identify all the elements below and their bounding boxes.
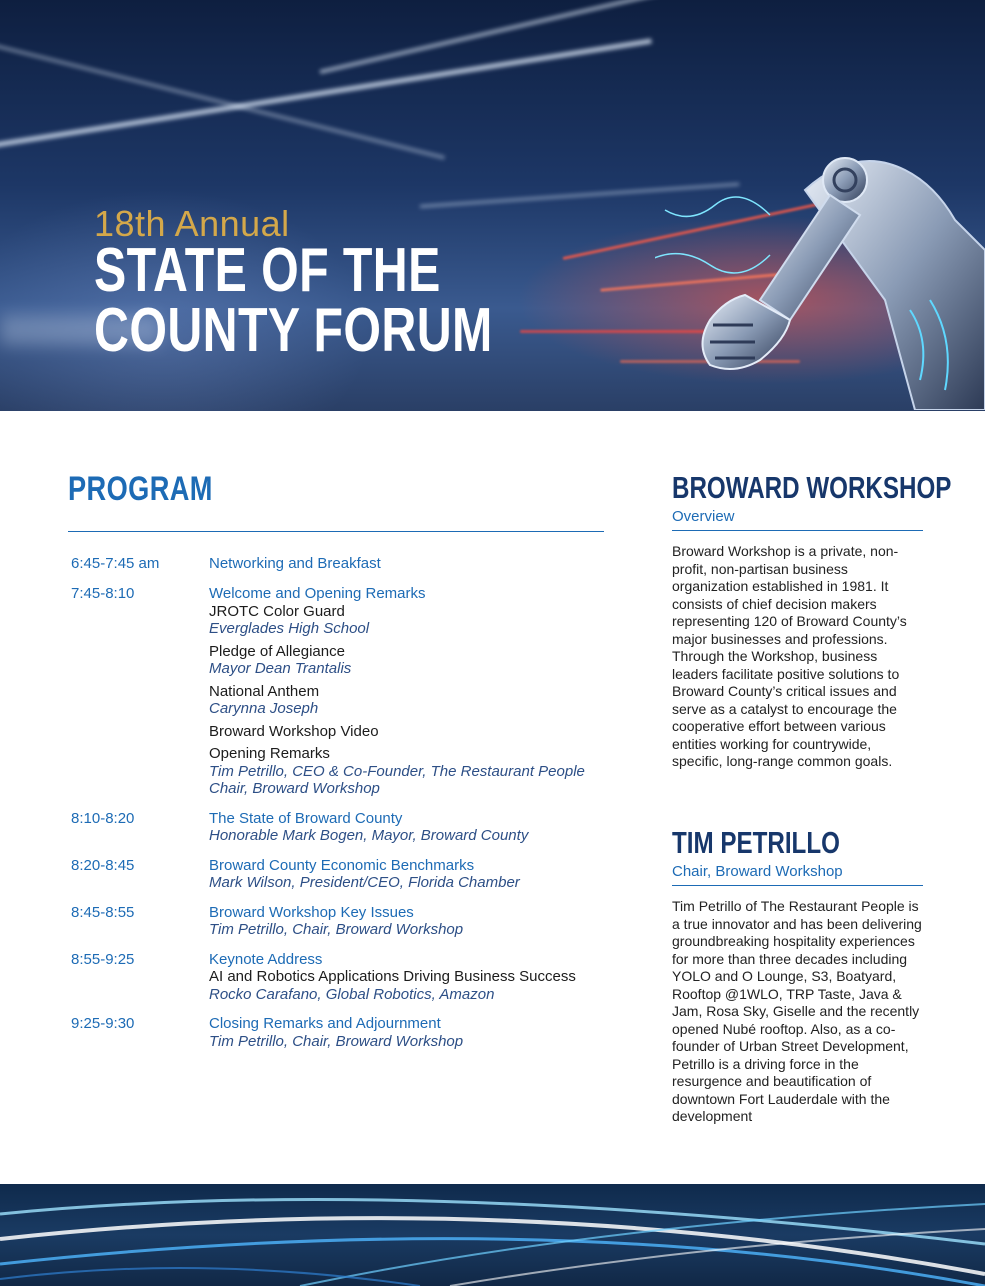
program-time: 7:45-8:10 bbox=[71, 585, 135, 602]
program-time: 8:55-9:25 bbox=[71, 950, 135, 968]
petrillo-body: Tim Petrillo of The Restaurant People is a true innovator and has been delivering groundbreaking hospitality experiences for more than three decades including YOLO and O Lounge, S3, Boatyard, Rooftop @1WLO, TRP Taste, Java & Jam, Rosa Sky, Giselle and the recently opened Nubé rooftop. Also, as a co-founder of Urban Street Development, Petrillo is a driving force in the resurgence and beautification of downtown Fort Lauderdale with the development bbox=[672, 898, 922, 1124]
petrillo-bio bbox=[672, 825, 924, 1126]
session-detail bbox=[209, 827, 604, 845]
session-title: The State of Broward County bbox=[209, 809, 403, 827]
petrillo-heading: TIM PETRILLO bbox=[672, 825, 840, 860]
workshop-body: Broward Workshop is a private, non-profit, non-partisan business organization established in 1981. It consists of chief decision makers representing 120 of Broward County’s major businesses and professions. Through the Workshop, business leaders facilitate positive solutions to Broward County’s critical issues and serve as a catalyst to encourage the cooperative effort between various entities working for countrywide, specific, long-range common goals. bbox=[672, 543, 907, 769]
program-session bbox=[209, 555, 604, 573]
session-speaker: Honorable Mark Bogen, Mayor, Broward County bbox=[209, 827, 529, 844]
session-detail bbox=[209, 643, 604, 678]
program-row bbox=[68, 857, 604, 892]
session-detail bbox=[209, 723, 604, 741]
program-schedule bbox=[68, 555, 604, 1062]
program-row bbox=[68, 951, 604, 1004]
light-beam bbox=[0, 39, 652, 153]
session-title: Broward Workshop Key Issues bbox=[209, 903, 414, 921]
program-session bbox=[209, 951, 604, 1004]
session-segment-label: Opening Remarks bbox=[209, 745, 330, 762]
session-segment-label: National Anthem bbox=[209, 682, 320, 700]
session-segment-label: Pledge of Allegiance bbox=[209, 642, 345, 660]
robot-arm-illustration bbox=[655, 150, 985, 410]
session-speaker: Mark Wilson, President/CEO, Florida Chamber bbox=[209, 874, 520, 891]
session-detail bbox=[209, 874, 604, 892]
session-speaker: Rocko Carafano, Global Robotics, Amazon bbox=[209, 985, 495, 1003]
session-segment-label: JROTC Color Guard bbox=[209, 602, 345, 620]
session-detail bbox=[209, 683, 604, 718]
event-title bbox=[94, 236, 493, 365]
program-time: 9:25-9:30 bbox=[71, 1015, 135, 1032]
program-section bbox=[68, 470, 604, 1050]
program-divider bbox=[68, 531, 604, 532]
session-title: Networking and Breakfast bbox=[209, 555, 381, 572]
session-speaker: Carynna Joseph bbox=[209, 700, 319, 717]
petrillo-subheading: Chair, Broward Workshop bbox=[672, 863, 843, 880]
session-detail bbox=[209, 968, 604, 1003]
light-trails-illustration bbox=[0, 1184, 985, 1286]
light-beam bbox=[320, 0, 828, 74]
program-session bbox=[209, 810, 604, 845]
program-session bbox=[209, 585, 604, 798]
session-speaker: Tim Petrillo, Chair, Broward Workshop bbox=[209, 1032, 464, 1050]
session-detail bbox=[209, 921, 604, 939]
program-session bbox=[209, 904, 604, 939]
workshop-divider bbox=[672, 530, 923, 531]
program-time: 8:10-8:20 bbox=[71, 809, 135, 827]
session-detail bbox=[209, 603, 604, 638]
session-speaker: Tim Petrillo, CEO & Co-Founder, The Restaurant People bbox=[209, 762, 585, 780]
session-detail bbox=[209, 1033, 604, 1051]
event-title-line2: COUNTY FORUM bbox=[94, 296, 493, 365]
program-session bbox=[209, 1015, 604, 1050]
session-title: Keynote Address bbox=[209, 950, 323, 968]
program-time: 8:20-8:45 bbox=[71, 856, 135, 874]
session-detail bbox=[209, 745, 604, 798]
session-title: Broward County Economic Benchmarks bbox=[209, 856, 475, 874]
session-segment-label: Broward Workshop Video bbox=[209, 722, 379, 740]
light-beam bbox=[0, 30, 445, 160]
program-heading: PROGRAM bbox=[68, 470, 213, 508]
petrillo-divider bbox=[672, 885, 923, 886]
session-segment-label: AI and Robotics Applications Driving Business Success bbox=[209, 968, 576, 985]
program-row bbox=[68, 810, 604, 845]
program-session bbox=[209, 857, 604, 892]
header-banner bbox=[0, 0, 985, 411]
program-row bbox=[68, 904, 604, 939]
session-speaker: Mayor Dean Trantalis bbox=[209, 660, 352, 677]
session-title: Welcome and Opening Remarks bbox=[209, 585, 426, 602]
program-row bbox=[68, 1015, 604, 1050]
footer-banner bbox=[0, 1184, 985, 1286]
workshop-subheading: Overview bbox=[672, 508, 735, 525]
program-time: 8:45-8:55 bbox=[71, 903, 135, 921]
program-time: 6:45-7:45 am bbox=[71, 555, 160, 572]
workshop-overview bbox=[672, 470, 952, 771]
workshop-heading: BROWARD WORKSHOP bbox=[672, 470, 952, 505]
event-title-line1: STATE OF THE bbox=[94, 236, 441, 305]
event-subtitle: 18th Annual bbox=[94, 203, 290, 244]
session-title: Closing Remarks and Adjournment bbox=[209, 1015, 441, 1032]
session-speaker: Tim Petrillo, Chair, Broward Workshop bbox=[209, 921, 464, 938]
program-row bbox=[68, 585, 604, 798]
session-speaker: Chair, Broward Workshop bbox=[209, 780, 380, 797]
session-speaker: Everglades High School bbox=[209, 620, 370, 637]
program-row bbox=[68, 555, 604, 573]
